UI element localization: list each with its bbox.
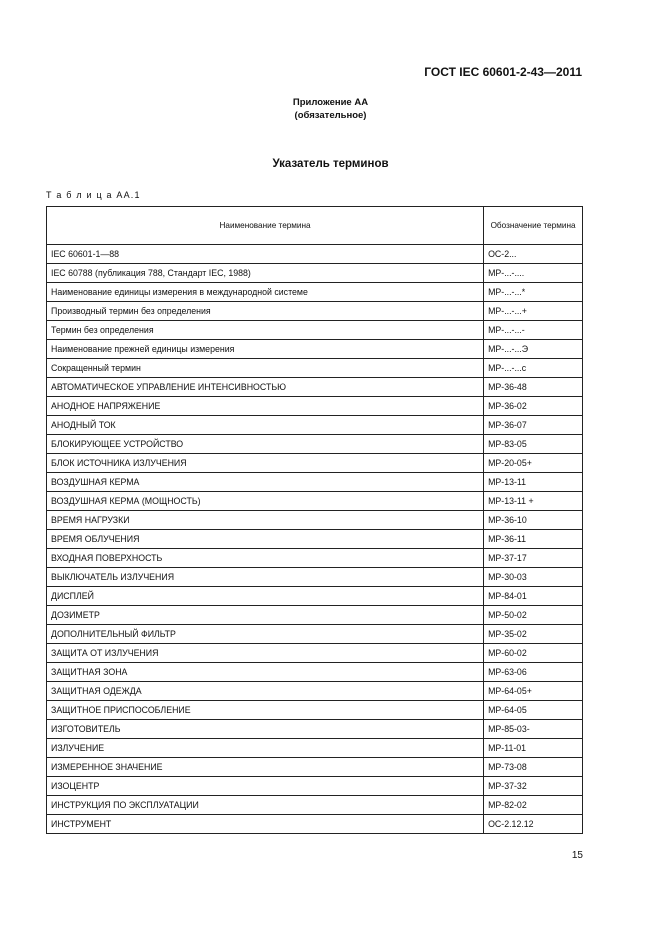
code-cell: МР-13-11 + bbox=[484, 492, 583, 511]
header-code: Обозначение термина bbox=[484, 207, 583, 245]
page-number: 15 bbox=[571, 850, 583, 861]
term-cell: ЗАЩИТНАЯ ЗОНА bbox=[47, 663, 484, 682]
code-cell: МР-...-...с bbox=[484, 359, 583, 378]
term-cell: Наименование единицы измерения в международной системе bbox=[47, 283, 484, 302]
table-row bbox=[47, 682, 583, 701]
code-cell: МР-...-...+ bbox=[484, 302, 583, 321]
table-row bbox=[47, 378, 583, 397]
table-row bbox=[47, 606, 583, 625]
code-cell: МР-50-02 bbox=[484, 606, 583, 625]
term-cell: ИНСТРУКЦИЯ ПО ЭКСПЛУАТАЦИИ bbox=[47, 796, 484, 815]
code-cell: МР-35-02 bbox=[484, 625, 583, 644]
section-title: Указатель терминов bbox=[272, 158, 389, 170]
term-cell: Наименование прежней единицы измерения bbox=[47, 340, 484, 359]
table-row bbox=[47, 796, 583, 815]
table-row bbox=[47, 340, 583, 359]
header-term: Наименование термина bbox=[47, 207, 484, 245]
term-cell: ВРЕМЯ НАГРУЗКИ bbox=[47, 511, 484, 530]
table-row bbox=[47, 359, 583, 378]
terms-table bbox=[46, 206, 583, 834]
term-cell: ВХОДНАЯ ПОВЕРХНОСТЬ bbox=[47, 549, 484, 568]
code-cell: ОС-2... bbox=[484, 245, 583, 264]
table-row bbox=[47, 321, 583, 340]
code-cell: МР-20-05+ bbox=[484, 454, 583, 473]
term-cell: ВЫКЛЮЧАТЕЛЬ ИЗЛУЧЕНИЯ bbox=[47, 568, 484, 587]
code-cell: МР-36-48 bbox=[484, 378, 583, 397]
table-row bbox=[47, 701, 583, 720]
term-cell: Производный термин без определения bbox=[47, 302, 484, 321]
code-cell: МР-64-05 bbox=[484, 701, 583, 720]
table-row bbox=[47, 587, 583, 606]
table-row bbox=[47, 549, 583, 568]
code-cell: ОС-2.12.12 bbox=[484, 815, 583, 834]
table-row bbox=[47, 625, 583, 644]
term-cell: ИЗГОТОВИТЕЛЬ bbox=[47, 720, 484, 739]
code-cell: МР-63-06 bbox=[484, 663, 583, 682]
table-row bbox=[47, 815, 583, 834]
code-cell: МР-36-10 bbox=[484, 511, 583, 530]
table-row bbox=[47, 644, 583, 663]
code-cell: МР-83-05 bbox=[484, 435, 583, 454]
term-cell: АНОДНОЕ НАПРЯЖЕНИЕ bbox=[47, 397, 484, 416]
table-row bbox=[47, 283, 583, 302]
code-cell: МР-60-02 bbox=[484, 644, 583, 663]
annex-title: Приложение АА bbox=[292, 97, 369, 108]
code-cell: МР-36-07 bbox=[484, 416, 583, 435]
annex-type: (обязательное) bbox=[294, 110, 367, 121]
code-cell: МР-64-05+ bbox=[484, 682, 583, 701]
code-cell: МР-13-11 bbox=[484, 473, 583, 492]
term-cell: Термин без определения bbox=[47, 321, 484, 340]
table-row bbox=[47, 739, 583, 758]
table-row bbox=[47, 397, 583, 416]
table-row bbox=[47, 264, 583, 283]
code-cell: МР-...-...* bbox=[484, 283, 583, 302]
table-row bbox=[47, 454, 583, 473]
table-row bbox=[47, 416, 583, 435]
table-row bbox=[47, 435, 583, 454]
table-row bbox=[47, 245, 583, 264]
term-cell: ЗАЩИТНОЕ ПРИСПОСОБЛЕНИЕ bbox=[47, 701, 484, 720]
term-cell: ИЗОЦЕНТР bbox=[47, 777, 484, 796]
table-label: Т а б л и ц а АА.1 bbox=[46, 190, 141, 200]
table-row bbox=[47, 530, 583, 549]
standard-designation: ГОСТ IEC 60601-2-43—2011 bbox=[424, 65, 582, 79]
table-row bbox=[47, 568, 583, 587]
code-cell: МР-36-11 bbox=[484, 530, 583, 549]
code-cell: МР-73-08 bbox=[484, 758, 583, 777]
table-row bbox=[47, 511, 583, 530]
term-cell: БЛОК ИСТОЧНИКА ИЗЛУЧЕНИЯ bbox=[47, 454, 484, 473]
term-cell: ДОПОЛНИТЕЛЬНЫЙ ФИЛЬТР bbox=[47, 625, 484, 644]
term-cell: ЗАЩИТА ОТ ИЗЛУЧЕНИЯ bbox=[47, 644, 484, 663]
table-row bbox=[47, 302, 583, 321]
table-header-row bbox=[47, 207, 583, 245]
term-cell: ИЗЛУЧЕНИЕ bbox=[47, 739, 484, 758]
code-cell: МР-...-.... bbox=[484, 264, 583, 283]
term-cell: ЗАЩИТНАЯ ОДЕЖДА bbox=[47, 682, 484, 701]
code-cell: МР-...-...Э bbox=[484, 340, 583, 359]
term-cell: ДИСПЛЕЙ bbox=[47, 587, 484, 606]
table-row bbox=[47, 473, 583, 492]
term-cell: ВРЕМЯ ОБЛУЧЕНИЯ bbox=[47, 530, 484, 549]
table-row bbox=[47, 492, 583, 511]
code-cell: МР-82-02 bbox=[484, 796, 583, 815]
code-cell: МР-...-...- bbox=[484, 321, 583, 340]
term-cell: ВОЗДУШНАЯ КЕРМА bbox=[47, 473, 484, 492]
table-row bbox=[47, 758, 583, 777]
code-cell: МР-36-02 bbox=[484, 397, 583, 416]
term-cell: АВТОМАТИЧЕСКОЕ УПРАВЛЕНИЕ ИНТЕНСИВНОСТЬЮ bbox=[47, 378, 484, 397]
term-cell: ДОЗИМЕТР bbox=[47, 606, 484, 625]
code-cell: МР-37-32 bbox=[484, 777, 583, 796]
term-cell: ИЗМЕРЕННОЕ ЗНАЧЕНИЕ bbox=[47, 758, 484, 777]
term-cell: АНОДНЫЙ ТОК bbox=[47, 416, 484, 435]
term-cell: БЛОКИРУЮЩЕЕ УСТРОЙСТВО bbox=[47, 435, 484, 454]
table-row bbox=[47, 720, 583, 739]
term-cell: ИНСТРУМЕНТ bbox=[47, 815, 484, 834]
code-cell: МР-30-03 bbox=[484, 568, 583, 587]
code-cell: МР-84-01 bbox=[484, 587, 583, 606]
code-cell: МР-37-17 bbox=[484, 549, 583, 568]
code-cell: МР-11-01 bbox=[484, 739, 583, 758]
table-row bbox=[47, 663, 583, 682]
table-row bbox=[47, 777, 583, 796]
term-cell: IEC 60788 (публикация 788, Стандарт IEC, 1988) bbox=[47, 264, 484, 283]
code-cell: МР-85-03- bbox=[484, 720, 583, 739]
term-cell: ВОЗДУШНАЯ КЕРМА (МОЩНОСТЬ) bbox=[47, 492, 484, 511]
term-cell: Сокращенный термин bbox=[47, 359, 484, 378]
term-cell: IEC 60601-1—88 bbox=[47, 245, 484, 264]
